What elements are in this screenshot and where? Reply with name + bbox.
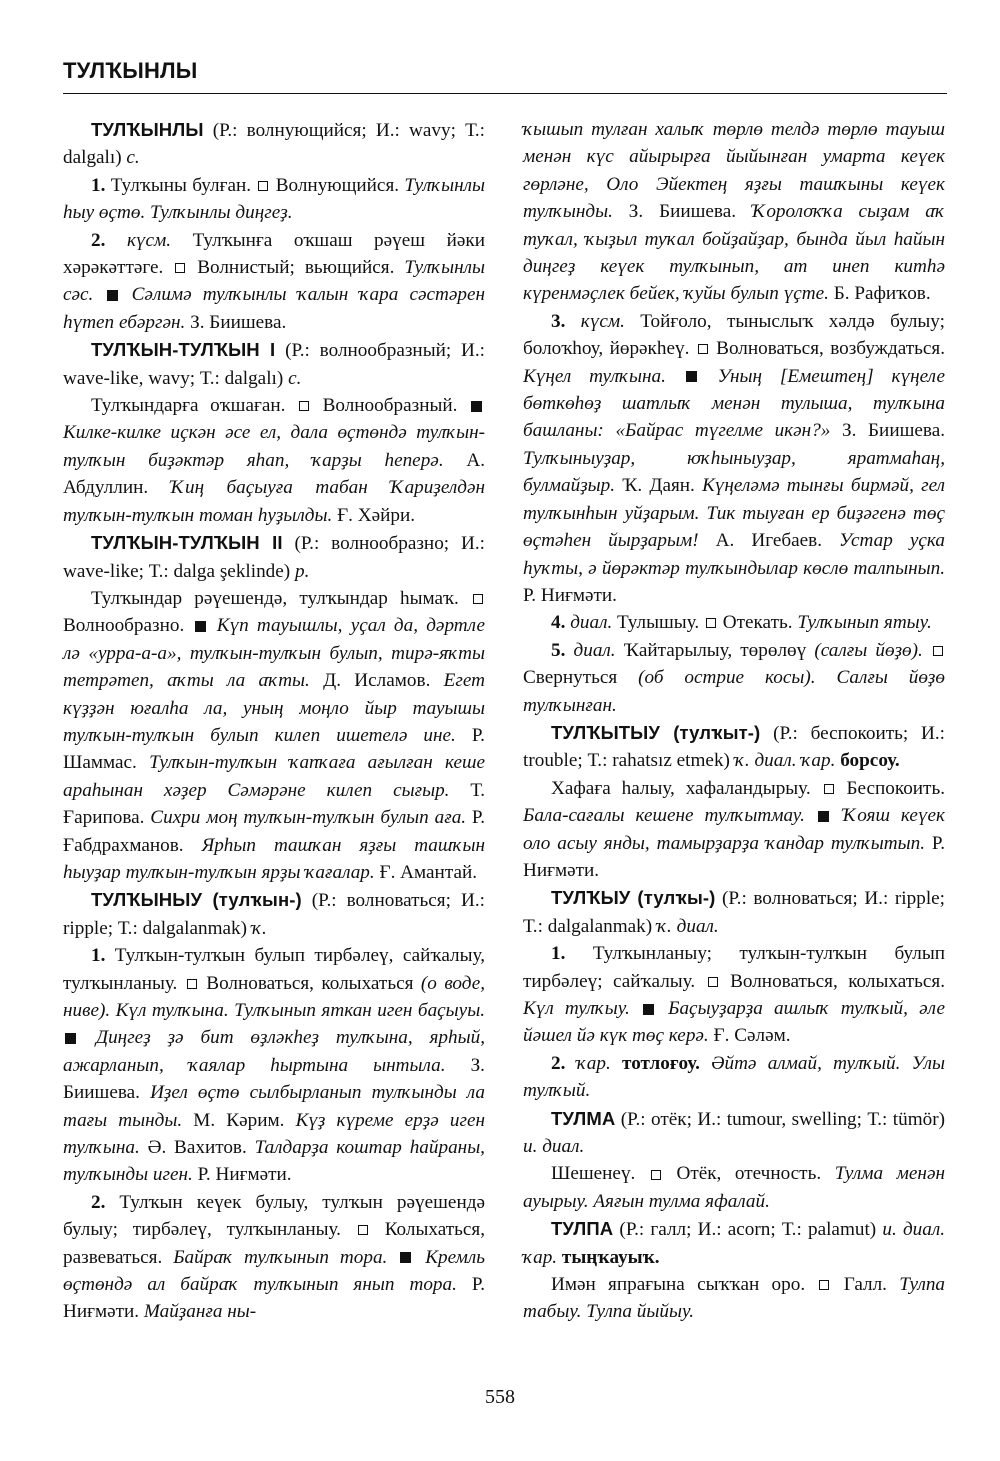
russian-marker-icon — [706, 618, 716, 628]
page-number: 558 — [485, 1386, 515, 1408]
russian-equivalent: Волнообразный. — [311, 395, 469, 417]
headword: ТУЛМА — [551, 1107, 616, 1129]
example: Иҙел өҫтө сылбырланып тулҡынды ла тағы тынды. — [63, 1082, 485, 1131]
grammar: (Р.: волноваться; И.: ripple; Т.: dalgalanmak) — [523, 888, 945, 937]
usage-label: диал. — [565, 639, 616, 661]
russian-equivalent: Волнообразно. — [63, 615, 193, 637]
literary-example-marker-icon — [195, 621, 206, 632]
example: Майҙанға ны- — [143, 1301, 257, 1323]
russian-equivalent: Волнистый; вьющийся. — [187, 257, 405, 279]
continuation — [523, 116, 945, 308]
russian-equivalent: Колыхаться, развеваться. — [63, 1219, 485, 1268]
russian-marker-icon — [299, 401, 309, 411]
headword: ТУЛҠЫН-ТУЛҠЫН II — [91, 532, 283, 554]
pos: ҡ. диал. — [656, 915, 719, 937]
headword: ТУЛҠЫНЛЫ — [91, 119, 204, 140]
sense-number: 4. — [551, 612, 566, 634]
example: Ҡиң баҫыуға табан Ҡариҙелдән тулҡын-тулҡын томан һуҙылды. — [63, 477, 485, 526]
russian-marker-icon — [933, 646, 943, 656]
sense-number: 1. — [91, 174, 106, 196]
sense-number: 2. — [91, 1191, 106, 1213]
russian-marker-icon — [708, 977, 718, 987]
sense — [523, 637, 945, 719]
example: Күҙ күреме ерҙә иген тулҡына. — [63, 1109, 485, 1159]
usage-label: күсм. — [105, 229, 172, 251]
sense — [63, 585, 485, 886]
sense — [63, 392, 485, 529]
pos: ҡ. диал. ҡар. — [734, 750, 836, 772]
russian-marker-icon — [358, 1225, 368, 1235]
russian-equivalent: Отёк, отечность. — [662, 1163, 835, 1185]
example: Баҫыуҙарҙа ашлыҡ тулҡый, әле йәшел йә күк төҫ керә. — [523, 998, 945, 1047]
russian-marker-icon — [187, 979, 197, 989]
source: З. Биишева. — [185, 311, 287, 333]
grammar: (Р.: волнообразно; И.: wave-like; Т.: dalga şeklinde) — [63, 533, 486, 582]
literary-example-marker-icon — [471, 401, 482, 412]
headword: ТУЛҠЫН-ТУЛҠЫН I — [91, 339, 276, 361]
source: Р. Ниғмәти. — [192, 1164, 292, 1186]
example: Күңеләмә тынғы бирмәй, гел тулҡынһын уйҙарым. Тик тыуған ер биҙәгенә төҫ өҫтәһен йырҙарым! — [523, 475, 945, 552]
sense — [63, 1189, 485, 1326]
headword: ТУЛҠЫНЫУ (тулҡын-) — [91, 889, 302, 911]
source: З. Биишева. — [612, 201, 752, 223]
example: Әйтә алмай, тулҡый. Улы тулҡый. — [523, 1052, 945, 1102]
example: Тулҡыныуҙар, юҡһыныуҙар, яратмаһаң, булмайҙыр. — [523, 447, 945, 497]
example: Тулҡынлы һыу өҫтө. Тулҡынлы диңгеҙ. — [63, 174, 485, 224]
definition: Тулҡынға оҡшаш рәүеш йәки хәрәкәттәге. — [63, 229, 485, 279]
literary-example-marker-icon — [818, 811, 829, 822]
grammar: (Р.: волнообразный; И.: wave-like, wavy; Т.: dalgalı) — [63, 340, 485, 389]
source: А. Игебаев. — [698, 530, 840, 552]
russian-marker-icon — [698, 344, 708, 354]
sense — [523, 1050, 945, 1105]
example: ҡышып тулған халыҡ төрлө телдә төрлө тауыш менән күс айырырға йыйынған умарта кеүек гөрләне, Оло Эйектең яҙғы ташҡыны кеүек тулҡынды. — [523, 119, 945, 223]
example: Күп тауышлы, уҫал да, дәртле лә «урра-а-а», тулҡын-тулҡын булып, тирә-яҡты тетрәтеп, аҡты ла аҡты. — [63, 615, 486, 692]
literary-example-marker-icon — [686, 371, 697, 382]
literary-example-marker-icon — [400, 1252, 411, 1263]
example: Диңгеҙ ҙә бит өҙләкһеҙ тулҡына, ярһый, ажарланып, ҡаялар һыртына ынтыла. — [63, 1027, 485, 1076]
cross-reference: тыңҡауыҡ. — [557, 1246, 660, 1268]
entry-tulma — [523, 1105, 945, 1161]
entry-tulqyn-tulqyn-1 — [63, 336, 485, 392]
source: А. Абдуллин. — [63, 449, 486, 499]
example: Байраҡ тулҡынып тора. — [173, 1246, 388, 1268]
cross-reference: борсоу. — [835, 750, 900, 772]
pos: и. диал. ҡар. — [523, 1219, 946, 1268]
sense-number: 5. — [551, 639, 566, 661]
russian-equivalent: Волнующийся. — [270, 174, 405, 196]
pos: с. — [288, 367, 302, 389]
example: Талдарҙа коштар һайраны, тулҡынды иген. — [63, 1137, 485, 1186]
russian-equivalent: Волноваться, возбуждаться. — [709, 338, 945, 360]
sense — [523, 1271, 945, 1326]
sense — [523, 775, 945, 885]
russian-marker-icon — [819, 1280, 829, 1290]
russian-marker-icon — [651, 1170, 661, 1180]
definition: Тулышыу. — [612, 612, 704, 634]
source: Р. Ниғмәти. — [63, 1274, 485, 1323]
header-rule — [63, 93, 947, 94]
definition: Имән япрағына сыҡҡан оро. — [551, 1274, 818, 1296]
example: Егет күҙҙән юғалһа ла, уның моңло йыр тауышы тулҡын-тулҡын булып килеп ишетелә ине. — [63, 670, 485, 746]
example: Тулма менән ауырыу. Аяғын тулма яфалай. — [523, 1163, 945, 1212]
source: Б. Рафиҡов. — [828, 283, 931, 305]
definition: Тулҡын кеүек булыу, тулҡын рәүешендә булыу; тирбәлеү, тулҡынланыу. — [63, 1191, 485, 1241]
example: Бала-сағалы кешене тулҡытмау. — [523, 805, 805, 827]
definition: Тулҡын-тулҡын булып тирбәлеү, сайҡалыу, тулҡынланыу. — [63, 945, 485, 994]
headword: ТУЛҠЫТЫУ (тулҡыт-) — [551, 721, 761, 743]
russian-equivalent: Беспокоить. — [835, 777, 945, 799]
sense — [523, 1160, 945, 1215]
sense — [523, 308, 945, 609]
russian-equivalent: Волноваться, колыхаться — [198, 972, 421, 994]
source: Р. Ғабдрахманов. — [63, 807, 486, 856]
example: Тулҡын-тулҡын ҡапҡаға ағылған кеше араһынан хәҙер Сәмәрәне килеп сығыр. — [63, 752, 485, 801]
source: Р. Ниғмәти. — [523, 832, 945, 881]
literary-example-marker-icon — [65, 1033, 76, 1044]
sense-number: 3. — [551, 310, 566, 332]
russian-equivalent: Волноваться, колыхаться. — [719, 970, 946, 992]
grammar: (Р.: беспокоить; И.: trouble; Т.: rahatsız etmek) — [523, 722, 945, 772]
example: Тулҡынып ятыу. — [797, 612, 932, 634]
cross-reference: тотлоғоу. — [610, 1052, 700, 1074]
entry-tulqyn-tulqyn-2 — [63, 529, 485, 585]
grammar: (Р.: отёк; И.: tumour, swelling; Т.: tümör) — [615, 1108, 945, 1130]
sense — [523, 609, 945, 636]
source: З. Биишева. — [63, 1054, 485, 1104]
right-column — [523, 116, 945, 1326]
definition: Тулҡындарға оҡшаған. — [91, 395, 297, 417]
source: Р. Ниғмәти. — [523, 584, 617, 606]
russian-equivalent: Отекать. — [717, 612, 798, 634]
headword: ТУЛҠЫУ (тулҡы-) — [551, 887, 716, 909]
example: Килке-килке иҫкән әсе ел, дала өҫтөндә тулҡын-тулҡын биҙәктәр яһап, ҡарҙы һеперә. — [63, 422, 485, 471]
source: Ғ. Сәләм. — [708, 1025, 791, 1047]
example: Уның [Емештең] күңеле бөткөһөҙ шатлыҡ менән тулыша, тулҡына башланы: «Байрас түгелме икән?» — [523, 365, 945, 442]
example: Салғы йөҙө тулҡынған. — [523, 667, 945, 716]
entry-tulqynly — [63, 116, 485, 172]
usage-label: күсм. — [565, 310, 625, 332]
left-column — [63, 116, 485, 1326]
definition: Шешенеү. — [551, 1163, 649, 1185]
russian-equivalent: Свернуться — [523, 667, 639, 689]
note: (салғы йөҙө). — [814, 639, 923, 661]
pos: с. — [126, 147, 140, 169]
example: Сәлимә тулҡынлы ҡалын ҡара сәстәрен һүтеп ебәргән. — [63, 284, 485, 333]
example: Ҡояш кеүек оло асыу янды, тамырҙарҙа ҡандар тулҡытып. — [523, 805, 945, 854]
example: Күл тулҡыу. — [523, 998, 630, 1019]
literary-example-marker-icon — [643, 1004, 654, 1015]
sense — [63, 227, 485, 337]
source: Ҡ. Даян. — [615, 475, 703, 497]
source: М. Кәрим. — [182, 1109, 296, 1131]
source: Т. Ғарипова. — [63, 779, 485, 829]
usage-label: диал. — [565, 612, 613, 634]
example: Күңел тулҡына. — [523, 365, 666, 387]
example: Кремль өҫтөндә ал байраҡ тулҡынып янып тора. — [63, 1246, 486, 1296]
grammar: (Р.: волноваться; И.: ripple; Т.: dalgalanmak) — [63, 890, 485, 939]
source: Ә. Вахитов. — [139, 1137, 255, 1159]
sense-number: 2. — [551, 1052, 566, 1074]
running-head: ТУЛҠЫНЛЫ — [63, 58, 198, 83]
source: Р. Шаммас. — [63, 724, 485, 774]
example: Тулҡынлы сәс. — [63, 257, 485, 306]
entry-tulpa — [523, 1215, 945, 1271]
russian-marker-icon — [473, 594, 483, 604]
pos: р. — [294, 560, 310, 582]
sense-number: 2. — [91, 229, 106, 251]
entry-tulqynyu — [63, 886, 485, 942]
source: Ғ. Хәйри. — [332, 504, 416, 526]
definition: Тулҡындар рәүешендә, тулҡындар һымаҡ. — [91, 587, 471, 609]
source: Ғ. Амантай. — [374, 861, 478, 883]
russian-marker-icon — [824, 784, 834, 794]
sense-number: 1. — [551, 943, 566, 965]
russian-equivalent: Галл. — [831, 1274, 900, 1296]
example: Ҡоролоҡҡа сыҙам аҡ туҡал, ҡыҙыл туҡал бойҙайҙар, бында йыл һайын диңгеҙ кеүек тулҡынып, ат инеп китһә күренмәҫлек бейек, ҡуйы булып үҫте. — [523, 201, 945, 305]
source: Д. Исламов. — [309, 670, 444, 692]
headword: ТУЛПА — [551, 1218, 614, 1240]
example: Сихри моң тулҡын-тулҡын булып аға. — [150, 807, 467, 829]
example: Тулпа табыу. Тулпа йыйыу. — [523, 1274, 946, 1323]
source: З. Биишева. — [830, 420, 946, 442]
pos: ҡ. — [251, 917, 267, 939]
example: Устар уҫка һуҡты, ә йөрәктәр тулҡындылар көслө талпынып. — [523, 530, 945, 579]
definition: Тулҡынланыу; тулҡын-тулҡын булып тирбәлеү; сайҡалыу. — [523, 943, 945, 992]
pos: и. диал. — [523, 1136, 585, 1158]
sense — [523, 940, 945, 1050]
note: (об острие косы). — [638, 667, 816, 689]
usage-label: ҡар. — [565, 1052, 611, 1074]
russian-marker-icon — [258, 181, 268, 191]
russian-marker-icon — [175, 263, 185, 273]
entry-tulqyu — [523, 884, 945, 940]
grammar: (Р.: галл; И.: acorn; Т.: palamut) — [613, 1219, 883, 1241]
definition: Тулҡыны булған. — [105, 174, 257, 196]
literary-example-marker-icon — [107, 290, 118, 301]
grammar: (Р.: волнующийся; И.: wavy; Т.: dalgalı) — [63, 120, 485, 169]
example: Ярһып ташҡан яҙғы ташҡын һыуҙар тулҡын-тулҡын ярҙы ҡағалар. — [63, 834, 485, 883]
example: Күл тулҡына. Тулҡынып яткан иген баҫыуы. — [110, 1000, 485, 1021]
definition: Ҡайтарылыу, төрөлөү — [615, 639, 815, 661]
sense-number: 1. — [91, 945, 106, 967]
note: (о воде, ниве). — [63, 972, 486, 1021]
definition: Тойғоло, тыныслыҡ хәлдә булыу; болоҡһоу, йөрәкһеү. — [523, 310, 945, 360]
sense — [63, 172, 485, 227]
entry-tulqytyu — [523, 719, 945, 775]
definition: Хафаға һалыу, хафаландырыу. — [551, 777, 822, 799]
sense — [63, 942, 485, 1189]
